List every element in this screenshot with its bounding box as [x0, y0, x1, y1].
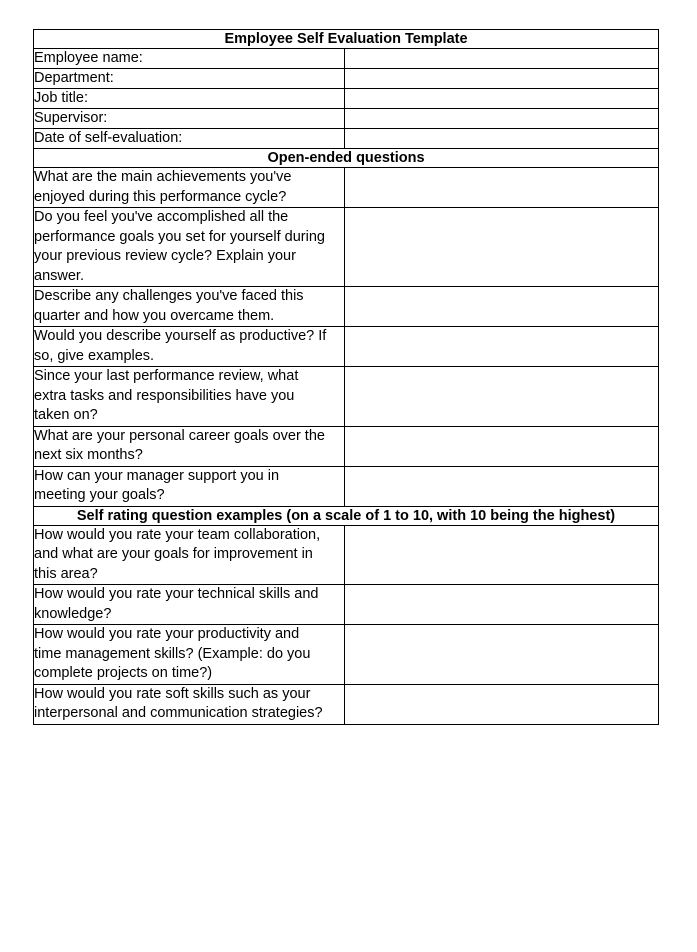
info-field-label: Date of self-evaluation:: [34, 129, 345, 149]
question-line: How would you rate your productivity and: [34, 626, 300, 642]
section-heading-row: [34, 506, 659, 525]
info-field-label: Department:: [34, 69, 345, 89]
info-field-label: Job title:: [34, 89, 345, 109]
question-text: [34, 208, 345, 287]
question-line: this area?: [34, 565, 98, 582]
employee-self-evaluation-table: [33, 29, 659, 725]
info-field-input[interactable]: [345, 89, 659, 109]
question-line: Would you describe yourself as productive? If: [34, 328, 327, 344]
question-text: [34, 525, 345, 585]
question-line: extra tasks and responsibilities have you: [34, 387, 295, 404]
info-field-row: [34, 89, 659, 109]
question-answer-input[interactable]: [345, 208, 659, 287]
question-line: enjoyed during this performance cycle?: [34, 188, 287, 205]
question-text: [34, 684, 345, 724]
question-text: [34, 466, 345, 506]
section-heading-row: [34, 149, 659, 168]
question-answer-input[interactable]: [345, 327, 659, 367]
info-field-label: Employee name:: [34, 49, 345, 69]
question-answer-input[interactable]: [345, 585, 659, 625]
question-row: [34, 327, 659, 367]
info-field-row: [34, 69, 659, 89]
question-line: complete projects on time?): [34, 665, 213, 681]
question-row: [34, 466, 659, 506]
table-body: [34, 30, 659, 725]
page-title: Employee Self Evaluation Template: [34, 30, 659, 49]
question-line: How would you rate your technical skills and: [34, 586, 319, 602]
info-field-input[interactable]: [345, 69, 659, 89]
info-field-input[interactable]: [345, 109, 659, 129]
question-line: How can your manager support you in: [34, 467, 280, 484]
question-line: Do you feel you've accomplished all the: [34, 209, 289, 225]
question-text: [34, 426, 345, 466]
section-heading: Open-ended questions: [34, 149, 659, 168]
question-answer-input[interactable]: [345, 426, 659, 466]
question-line: Since your last performance review, what: [34, 368, 299, 384]
question-line: quarter and how you overcame them.: [34, 307, 275, 324]
question-line: What are the main achievements you've: [34, 169, 292, 185]
question-line: and what are your goals for improvement in: [34, 546, 313, 562]
question-text: [34, 585, 345, 625]
info-field-row: [34, 49, 659, 69]
info-field-input[interactable]: [345, 129, 659, 149]
question-line: How would you rate your team collaboration,: [34, 526, 321, 543]
question-line: next six months?: [34, 447, 143, 463]
question-line: taken on?: [34, 407, 98, 423]
info-field-row: [34, 109, 659, 129]
question-text: [34, 625, 345, 685]
question-line: How would you rate soft skills such as your: [34, 685, 311, 702]
question-line: knowledge?: [34, 605, 112, 622]
question-text: [34, 327, 345, 367]
question-text: [34, 287, 345, 327]
question-text: [34, 168, 345, 208]
question-row: [34, 585, 659, 625]
question-answer-input[interactable]: [345, 466, 659, 506]
question-row: [34, 525, 659, 585]
question-row: [34, 684, 659, 724]
question-answer-input[interactable]: [345, 525, 659, 585]
question-row: [34, 625, 659, 685]
question-row: [34, 168, 659, 208]
section-heading: Self rating question examples (on a scale of 1 to 10, with 10 being the highest): [34, 506, 659, 525]
question-row: [34, 426, 659, 466]
question-text: [34, 367, 345, 427]
info-field-label: Supervisor:: [34, 109, 345, 129]
question-line: Describe any challenges you've faced this: [34, 288, 304, 304]
question-answer-input[interactable]: [345, 367, 659, 427]
question-line: time management skills? (Example: do you: [34, 645, 311, 662]
question-row: [34, 208, 659, 287]
question-answer-input[interactable]: [345, 168, 659, 208]
question-line: meeting your goals?: [34, 487, 165, 503]
question-line: your previous review cycle? Explain your: [34, 248, 296, 264]
question-answer-input[interactable]: [345, 287, 659, 327]
question-line: answer.: [34, 267, 84, 284]
question-row: [34, 287, 659, 327]
question-line: interpersonal and communication strategies?: [34, 705, 323, 721]
question-answer-input[interactable]: [345, 625, 659, 685]
question-line: performance goals you set for yourself during: [34, 228, 325, 245]
document-title-row: [34, 30, 659, 49]
info-field-row: [34, 129, 659, 149]
question-line: so, give examples.: [34, 347, 155, 364]
question-answer-input[interactable]: [345, 684, 659, 724]
question-line: What are your personal career goals over the: [34, 427, 325, 444]
info-field-input[interactable]: [345, 49, 659, 69]
question-row: [34, 367, 659, 427]
